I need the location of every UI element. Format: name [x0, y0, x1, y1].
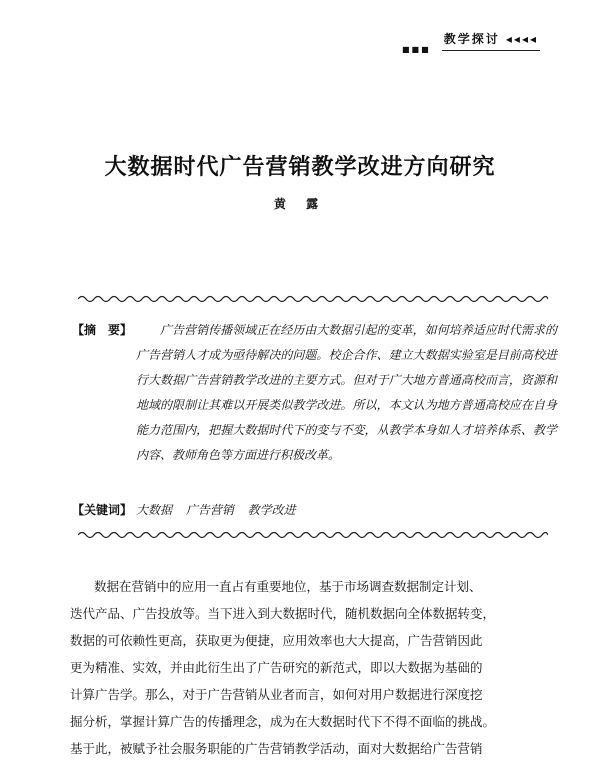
- article-title: 大数据时代广告营销教学改进方向研究: [104, 154, 496, 180]
- arrow-icon: ◂◂◂◂: [505, 32, 538, 46]
- body-line: 数据在营销中的应用一直占有重要地位，基于市场调查数据制定计划、: [94, 579, 482, 594]
- article-author: 黄 露: [273, 197, 327, 211]
- wavy-line: [78, 297, 548, 302]
- header-rule: [442, 50, 540, 51]
- wavy-divider-bottom: [78, 530, 548, 540]
- keywords: [72, 500, 557, 520]
- square-dots-icon: ■■■: [402, 45, 431, 54]
- body-line: 数据的可依赖性更高，获取更为便捷，应用效率也大大提高，广告营销因此: [70, 633, 483, 648]
- keywords-label: 【关键词】: [72, 503, 133, 517]
- keywords-text: 大数据 广告营销 教学改进: [136, 503, 296, 517]
- body-line: 基于此，被赋予社会服务职能的广告营销教学活动，面对大数据给广告营销: [70, 741, 483, 756]
- abstract: [72, 318, 557, 468]
- body-line: 更为精准、实效，并由此衍生出了广告研究的新范式，即以大数据为基础的: [70, 660, 483, 675]
- body-line: 计算广告学。那么，对于广告营销从业者而言，如何对用户数据进行深度挖: [70, 687, 483, 702]
- section-name: 教学探讨: [443, 32, 500, 46]
- body-line: 迭代产品、广告投放等。当下进入到大数据时代，随机数据向全体数据转变，: [70, 606, 496, 621]
- section-header: [444, 30, 538, 47]
- body-text: [70, 573, 558, 762]
- body-line: 掘分析，掌握计算广告的传播理念，成为在大数据时代下不得不面临的挑战。: [70, 714, 496, 729]
- wavy-line: [78, 533, 548, 538]
- wavy-divider-top: [78, 294, 548, 304]
- abstract-text: 广告营销传播领域正在经历由大数据引起的变革，如何培养适应时代需求的广告营销人才成为亟待解决的问题。校企合作、建立大数据实验室是目前高校进行大数据广告营销教学改进的主要方式。但对于广大地方普通高校而言，资源和地域的限制让其难以开展类似教学改进。所以，本文认为地方普通高校应在自身能力范围内，把握大数据时代下的变与不变，从教学本身如人才培养体系、教学内容、教师角色等方面进行积极改革。: [136, 323, 557, 462]
- abstract-label: 【摘 要】: [72, 323, 133, 337]
